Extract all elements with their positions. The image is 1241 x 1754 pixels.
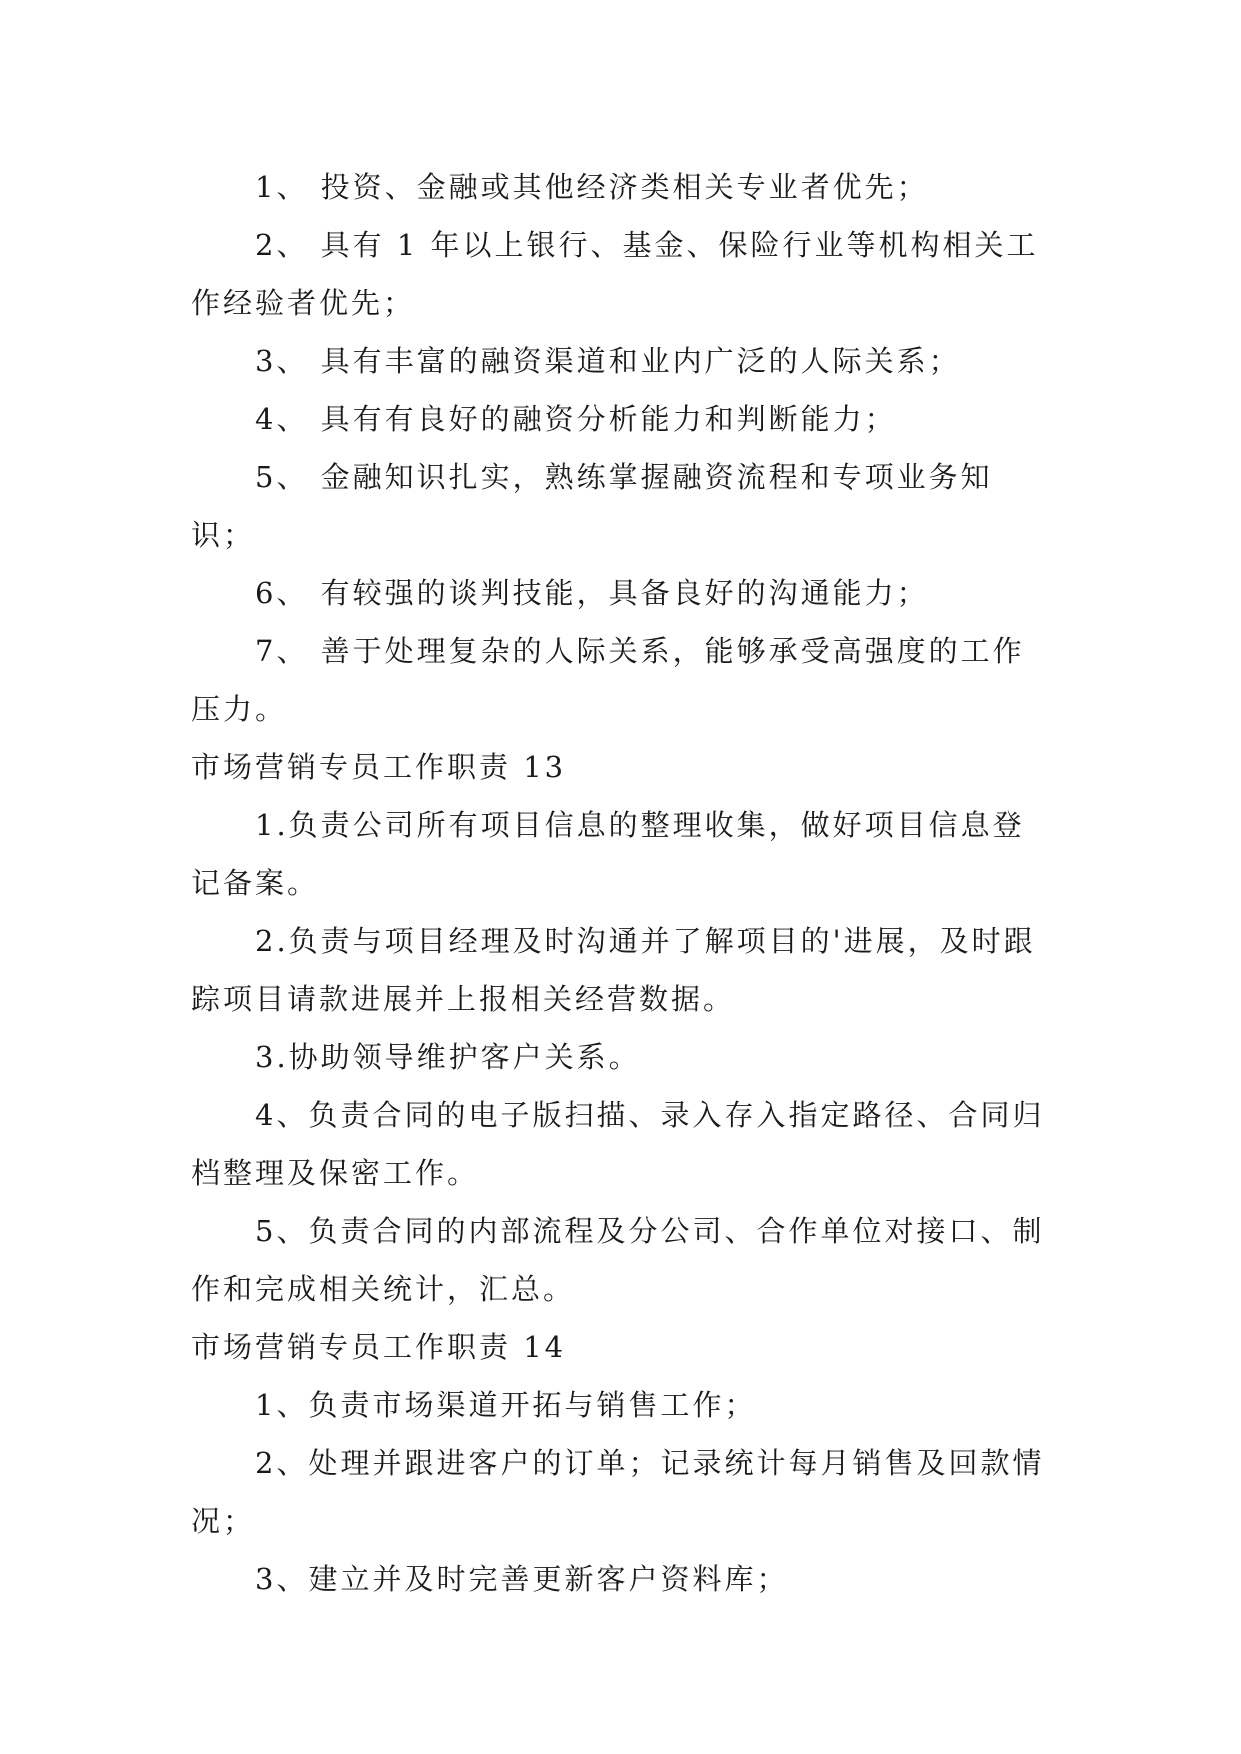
requirement-item-6: 6、 有较强的谈判技能，具备良好的沟通能力； — [255, 576, 929, 610]
duty-13-item-5: 5、负责合同的内部流程及分公司、合作单位对接口、制作和完成相关统计，汇总。 — [191, 1214, 1045, 1306]
requirement-item-4: 4、 具有有良好的融资分析能力和判断能力； — [255, 402, 897, 436]
requirement-item-5: 5、 金融知识扎实，熟练掌握融资流程和专项业务知识； — [191, 460, 993, 552]
section-heading-14: 市场营销专员工作职责 14 — [191, 1330, 567, 1364]
duty-13-item-1: 1.负责公司所有项目信息的整理收集，做好项目信息登记备案。 — [191, 808, 1025, 900]
requirement-item-2: 2、 具有 1 年以上银行、基金、保险行业等机构相关工作经验者优先； — [191, 228, 1039, 320]
duty-13-item-4: 4、负责合同的电子版扫描、录入存入指定路径、合同归档整理及保密工作。 — [191, 1098, 1045, 1190]
requirement-item-1: 1、 投资、金融或其他经济类相关专业者优先； — [255, 170, 929, 204]
requirement-item-7: 7、 善于处理复杂的人际关系，能够承受高强度的工作压力。 — [191, 634, 1025, 726]
duty-13-item-2: 2.负责与项目经理及时沟通并了解项目的'进展，及时跟踪项目请款进展并上报相关经营数据。 — [191, 924, 1036, 1016]
duty-14-item-1: 1、负责市场渠道开拓与销售工作； — [255, 1388, 757, 1422]
duty-14-item-2: 2、处理并跟进客户的订单；记录统计每月销售及回款情况； — [191, 1446, 1045, 1538]
duty-13-item-3: 3.协助领导维护客户关系。 — [255, 1040, 641, 1074]
duty-14-item-3: 3、建立并及时完善更新客户资料库； — [255, 1562, 789, 1596]
requirement-item-3: 3、 具有丰富的融资渠道和业内广泛的人际关系； — [255, 344, 961, 378]
document-page — [191, 158, 1051, 1608]
section-heading-13: 市场营销专员工作职责 13 — [191, 750, 567, 784]
